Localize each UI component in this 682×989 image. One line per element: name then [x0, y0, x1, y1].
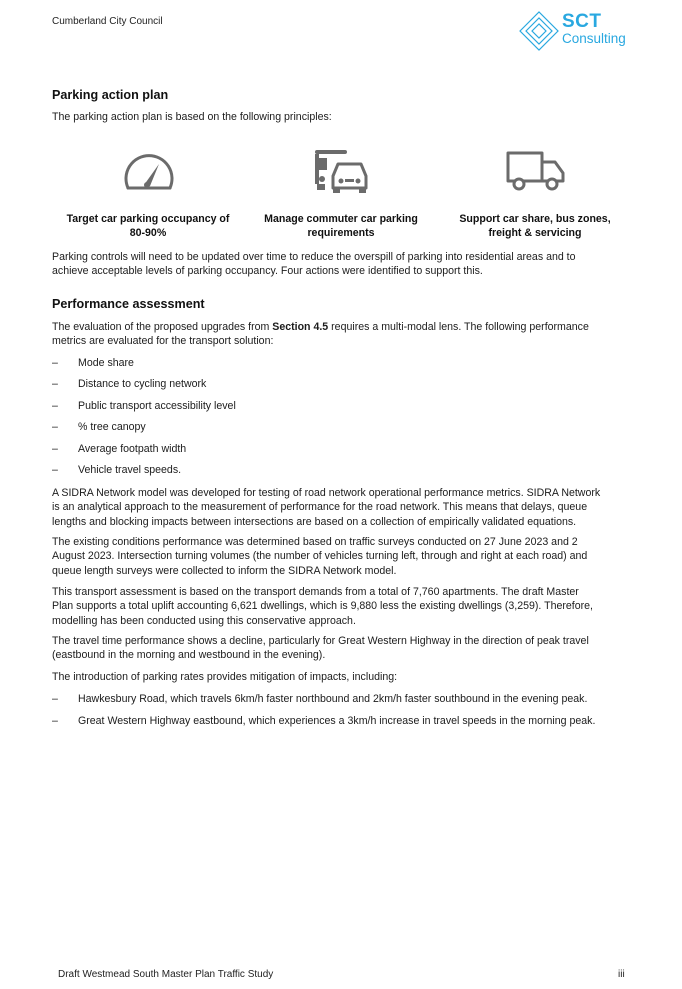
performance-intro [52, 320, 642, 349]
existing-conditions-paragraph: The existing conditions performance was determined based on traffic surveys conducted on 27 June 2023 and 2 August 2023. Intersection turning volumes (the number of vehicles turning left, through and right at each road) and queue length surveys were collected to inform the SIDRA Network model. [52, 536, 588, 577]
principle-car-share-line2: freight & servicing [488, 226, 582, 239]
gauge-icon [120, 148, 178, 194]
footer-document-title: Draft Westmead South Master Plan Traffic Study [58, 969, 274, 980]
parking-heading: Parking action plan [52, 88, 169, 102]
parking-controls-line2: achieve acceptable levels of parking occupancy. Four actions were identified to support this. [52, 265, 483, 278]
transport-demands-paragraph: This transport assessment is based on the transport demands from a total of 7,760 apartments. The draft Master Plan supports a total uplift accounting 6,621 dwellings, which is 9,880 less the existing dwellings (3,259). Therefore, modelling has been conducted using this conservative approach. [52, 586, 593, 627]
parking-controls-paragraph [52, 250, 642, 279]
section-reference: Section 4.5 [272, 321, 329, 333]
performance-intro-pre: The evaluation of the proposed upgrades from [52, 321, 273, 333]
header-organization: Cumberland City Council [52, 16, 163, 27]
principle-car-share-line1: Support car share, bus zones, [459, 213, 611, 225]
principle-occupancy-line2: 80-90% [129, 226, 167, 239]
mitigation-intro: The introduction of parking rates provides mitigation of impacts, including: [52, 671, 398, 683]
delivery-truck-icon [505, 148, 567, 194]
bus-and-car-icon [313, 148, 371, 194]
principle-occupancy-line1: Target car parking occupancy of [66, 213, 230, 225]
principle-commuter [251, 213, 431, 240]
parking-controls-line1: Parking controls will need to be updated over time to reduce the overspill of parking into residential areas and to [52, 251, 576, 263]
sidra-paragraph: A SIDRA Network model was developed for testing of road network operational performance metrics. SIDRA Network is an analytical approach to the measurement of performance for the road network. This means that delays, queue lengths and blocking impacts between intersections are based on a collection of empirically validated equations. [52, 487, 601, 528]
footer-page-number: iii [618, 969, 625, 980]
performance-intro-line2: metrics are evaluated for the transport solution: [52, 335, 274, 348]
principle-commuter-line1: Manage commuter car parking [264, 213, 418, 225]
principle-commuter-line2: requirements [307, 226, 375, 239]
sct-logo-text [562, 12, 626, 46]
logo-name: SCT [562, 11, 602, 32]
performance-intro-post: requires a multi-modal lens. The following performance [328, 321, 589, 333]
parking-intro: The parking action plan is based on the following principles: [52, 111, 332, 123]
logo-subtitle: Consulting [562, 31, 626, 46]
performance-heading: Performance assessment [52, 297, 205, 311]
principle-car-share [445, 213, 625, 240]
travel-time-paragraph: The travel time performance shows a decline, particularly for Great Western Highway in the direction of peak travel (eastbound in the morning and westbound in the evening). [52, 635, 589, 662]
principle-occupancy [58, 213, 238, 240]
